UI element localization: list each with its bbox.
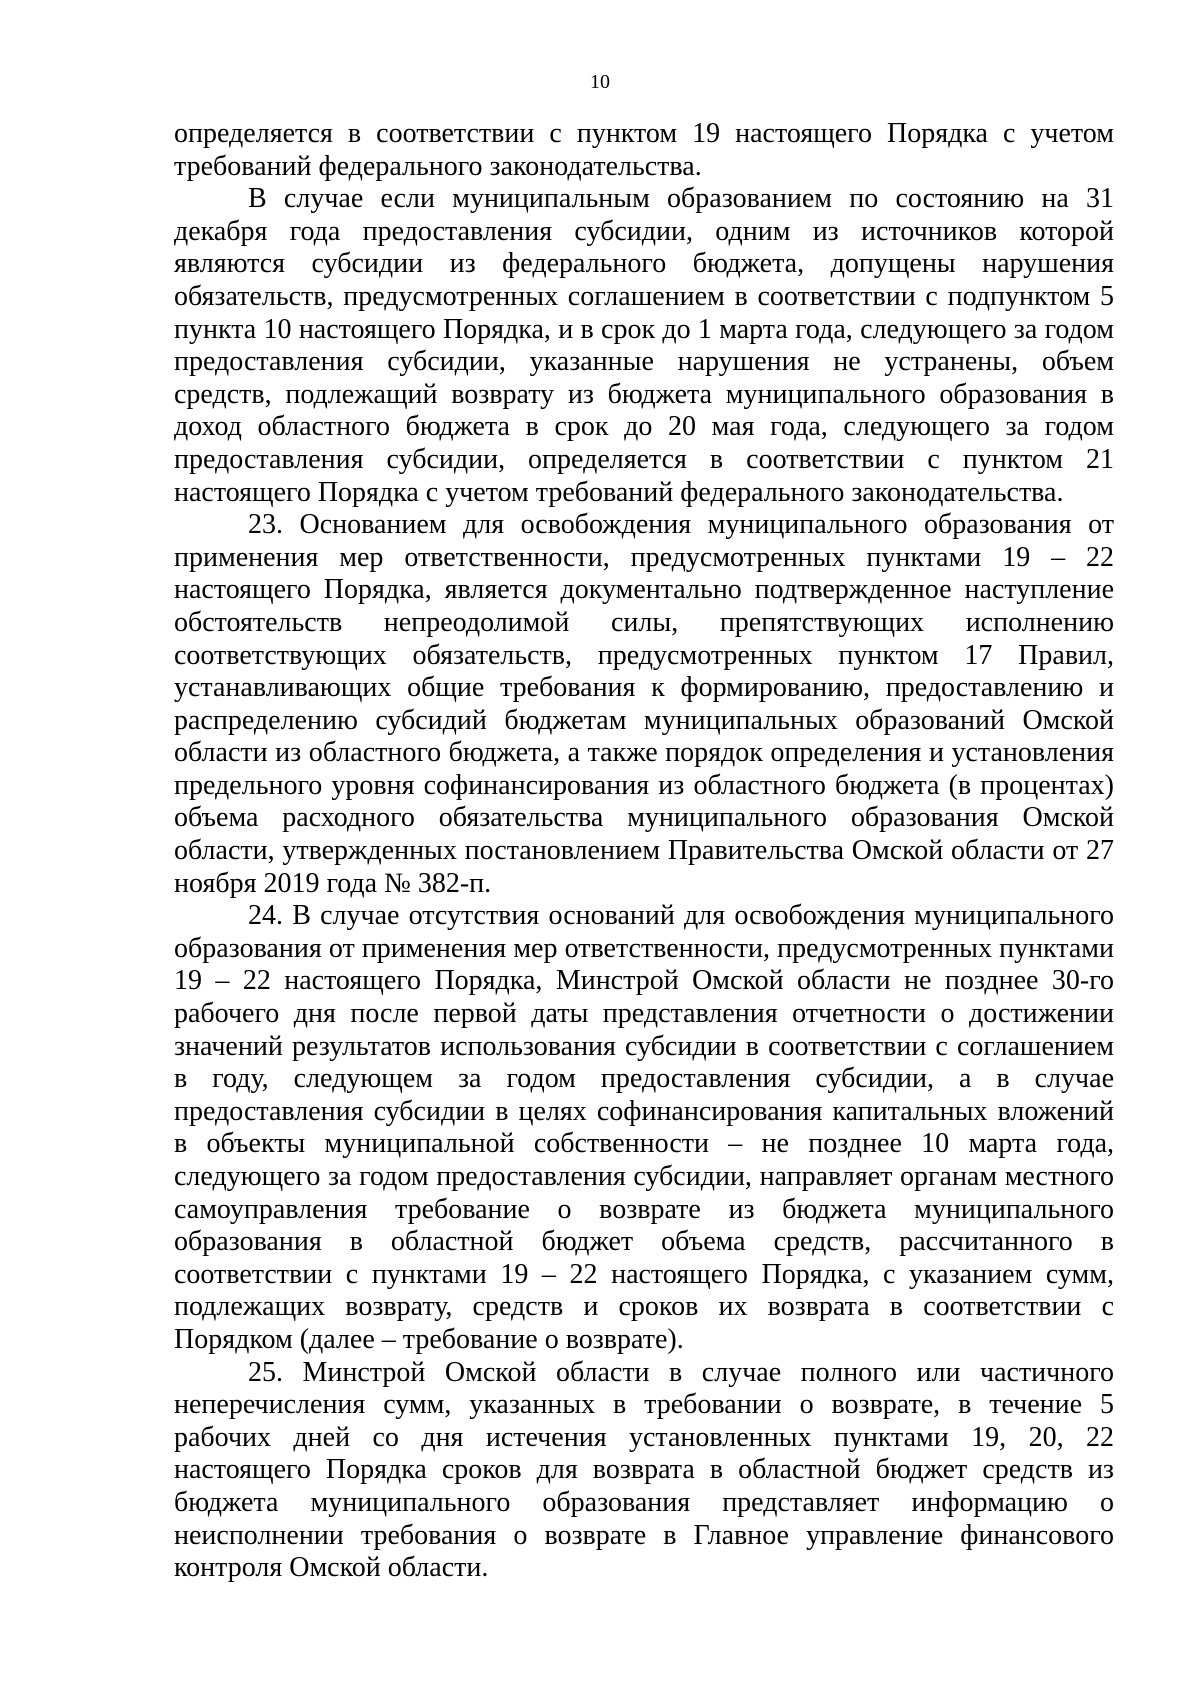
document-body xyxy=(174,118,1114,1585)
paragraph-item-24: 24. В случае отсутствия оснований для освобождения муниципального образования от применения мер ответственности, предусмотренных пунктами 19 – 22 настоящего Порядка, Минстрой Омской области не позднее 30-го рабочего дня после первой даты представления отчетности о достижении значений результатов использования субсидии в соответствии с соглашением в году, следующем за годом предоставления субсидии, а в случае предоставления субсидии в целях софинансирования капитальных вложений в объекты муниципальной собственности – не позднее 10 марта года, следующего за годом предоставления субсидии, направляет органам местного самоуправления требование о возврате из бюджета муниципального образования в областной бюджет объема средств, рассчитанного в соответствии с пунктами 19 – 22 настоящего Порядка, с указанием сумм, подлежащих возврату, средств и сроков их возврата в соответствии с Порядком (далее – требование о возврате). xyxy=(174,900,1114,1355)
paragraph-federal-violation: В случае если муниципальным образованием по состоянию на 31 декабря года предоставления субсидии, одним из источников которой являются субсидии из федерального бюджета, допущены нарушения обязательств, предусмотренных соглашением в соответствии с подпунктом 5 пункта 10 настоящего Порядка, и в срок до 1 марта года, следующего за годом предоставления субсидии, указанные нарушения не устранены, объем средств, подлежащий возврату из бюджета муниципального образования в доход областного бюджета в срок до 20 мая года, следующего за годом предоставления субсидии, определяется в соответствии с пунктом 21 настоящего Порядка с учетом требований федерального законодательства. xyxy=(174,183,1114,508)
paragraph-item-23: 23. Основанием для освобождения муниципального образования от применения мер ответственности, предусмотренных пунктами 19 – 22 настоящего Порядка, является документально подтвержденное наступление обстоятельств непреодолимой силы, препятствующих исполнению соответствующих обязательств, предусмотренных пунктом 17 Правил, устанавливающих общие требования к формированию, предоставлению и распределению субсидий бюджетам муниципальных образований Омской области из областного бюджета, а также порядок определения и установления предельного уровня софинансирования из областного бюджета (в процентах) объема расходного обязательства муниципального образования Омской области, утвержденных постановлением Правительства Омской области от 27 ноября 2019 года № 382-п. xyxy=(174,509,1114,899)
paragraph-continuation: определяется в соответствии с пунктом 19 настоящего Порядка с учетом требований федерального законодательства. xyxy=(174,118,1114,182)
paragraph-item-25: 25. Минстрой Омской области в случае полного или частичного неперечисления сумм, указанных в требовании о возврате, в течение 5 рабочих дней со дня истечения установленных пунктами 19, 20, 22 настоящего Порядка сроков для возврата в областной бюджет средств из бюджета муниципального образования представляет информацию о неисполнении требования о возврате в Главное управление финансового контроля Омской области. xyxy=(174,1356,1114,1584)
page-number: 10 xyxy=(590,71,610,93)
